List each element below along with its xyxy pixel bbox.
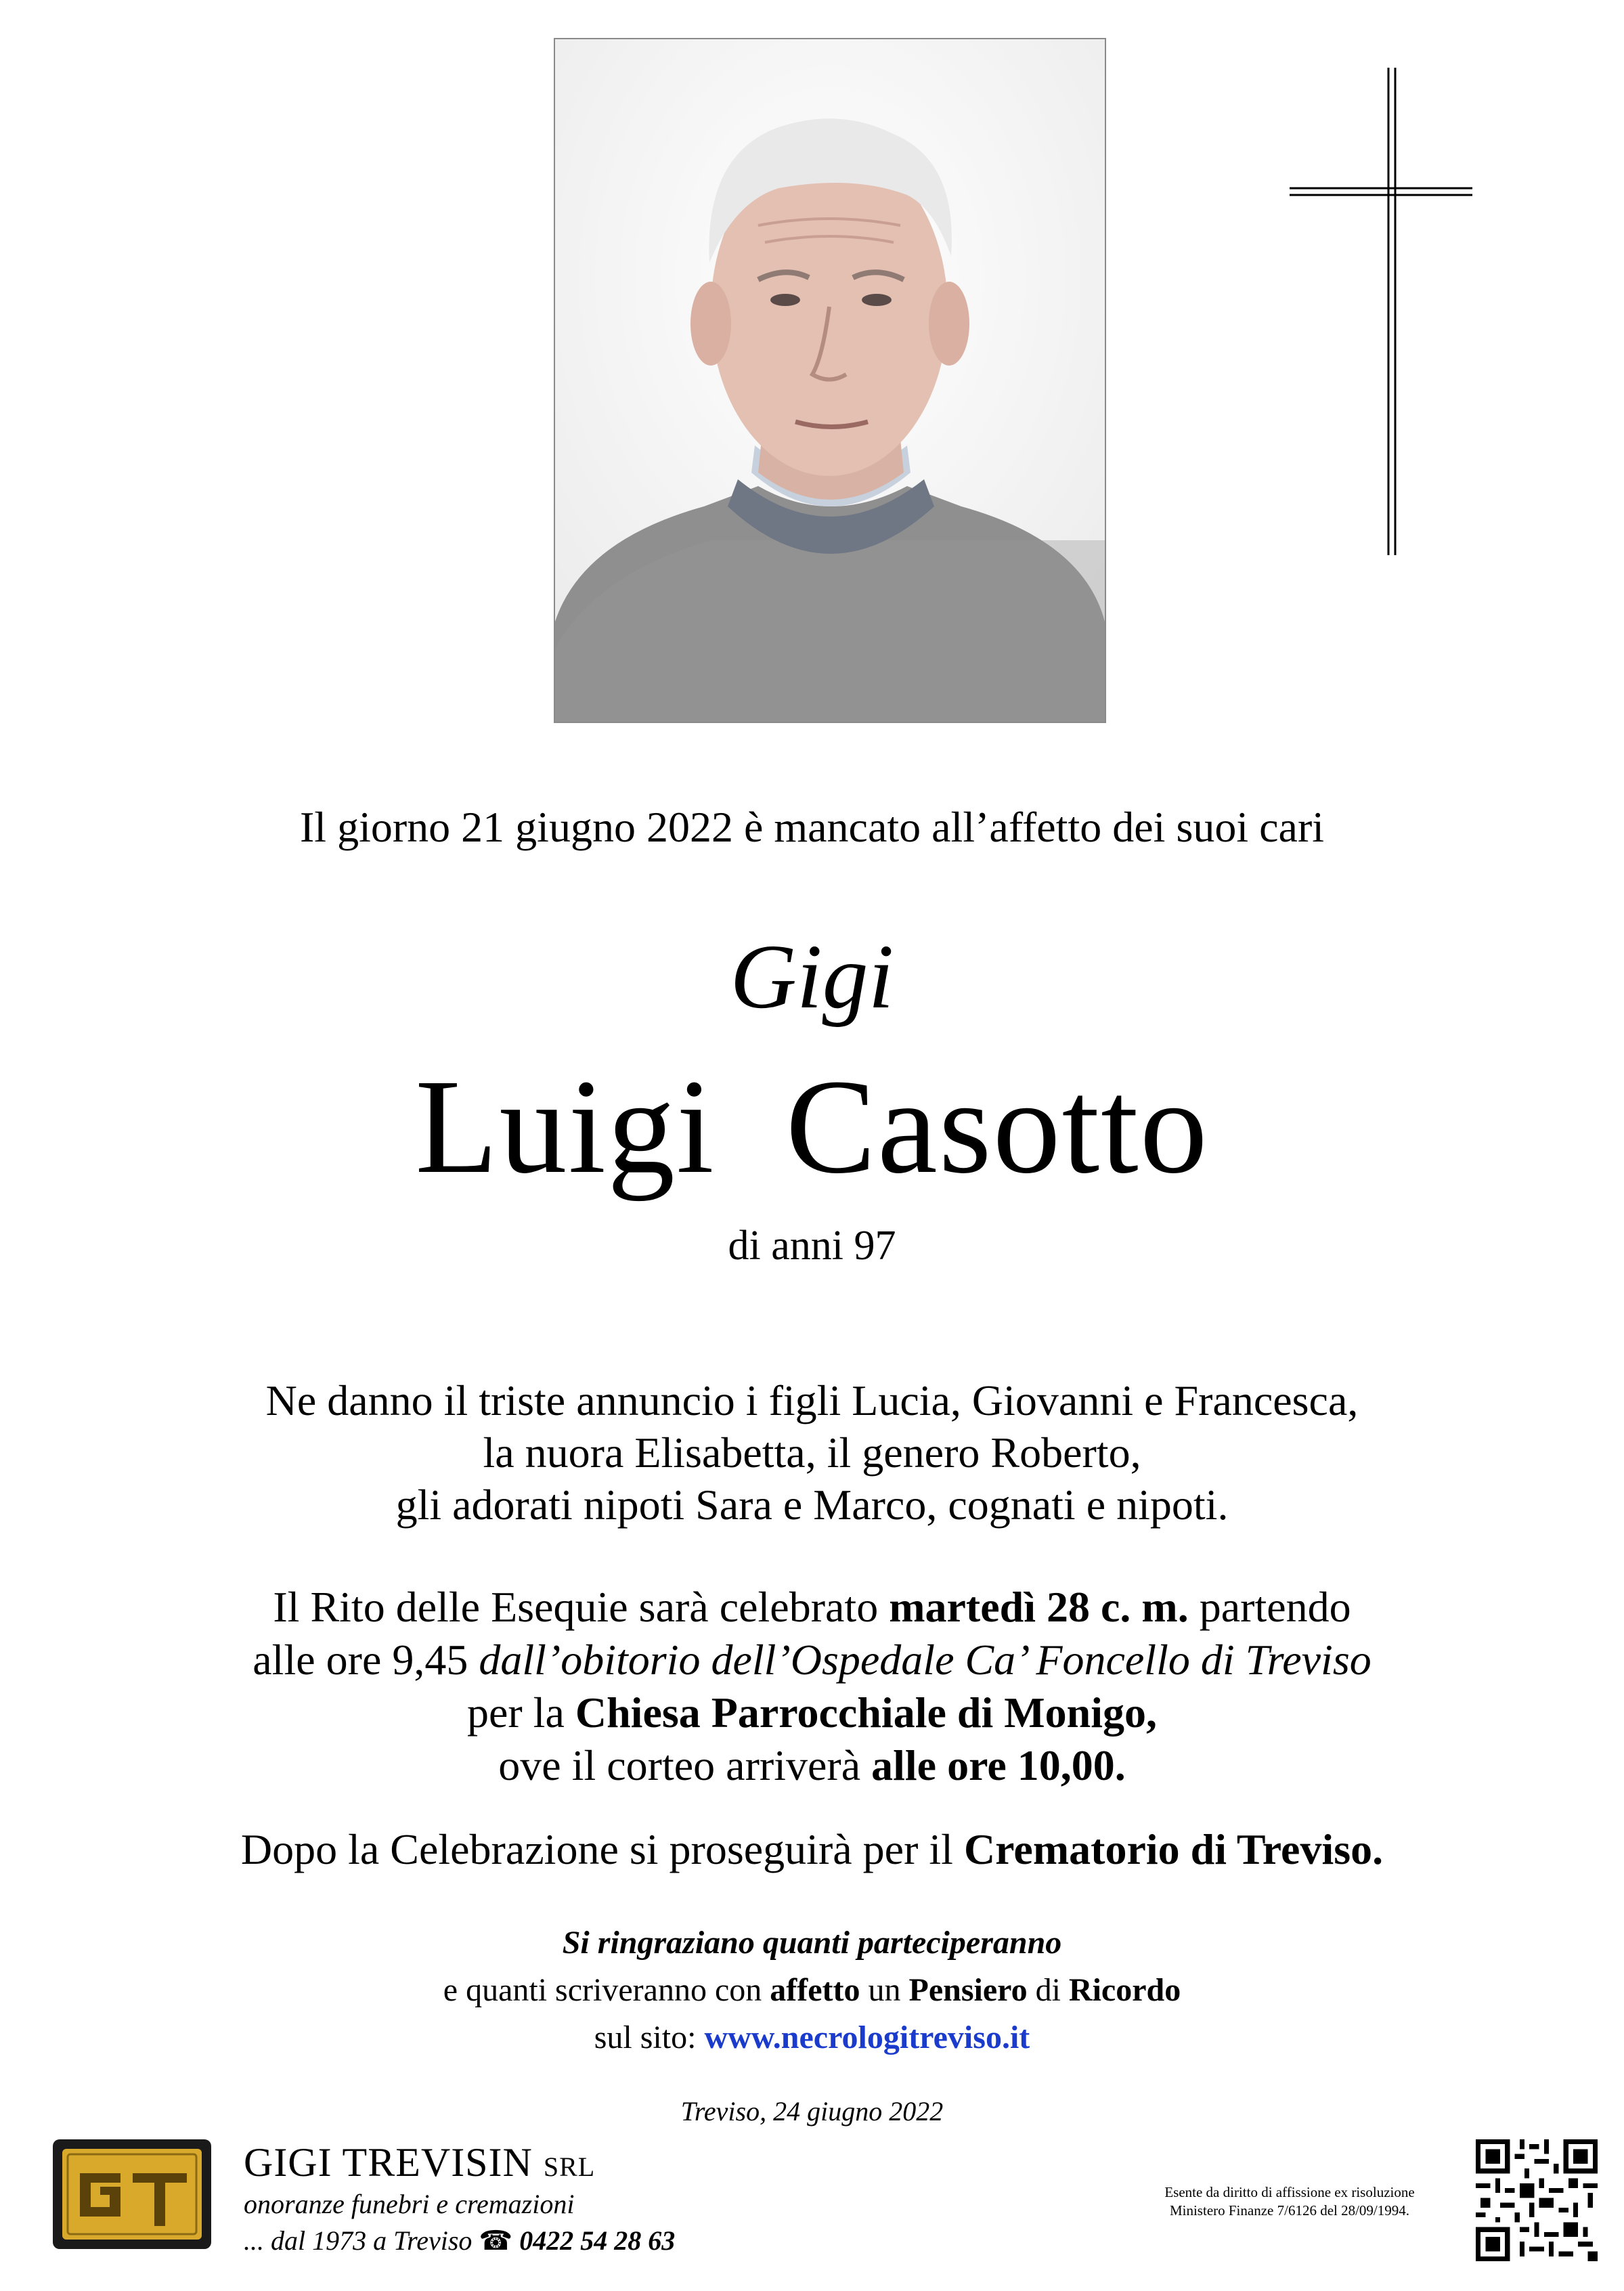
thanks-line: Si ringraziano quanti parteciperanno: [562, 1925, 1062, 1961]
rites-line: per la Chiesa Parrocchiale di Monigo,: [466, 1688, 1158, 1737]
phone-number[interactable]: 0422 54 28 63: [519, 2225, 676, 2256]
thanks-block: [0, 1919, 1624, 2061]
portrait-illustration: [555, 39, 1105, 722]
announcement-line: gli adorati nipoti Sara e Marco, cognati e nipoti.: [395, 1481, 1229, 1529]
arrival-time: alle ore 10,00.: [871, 1741, 1126, 1789]
deceased-age: di anni 97: [728, 1223, 896, 1269]
crematorium-name: Crematorio di Treviso.: [963, 1825, 1384, 1873]
deceased-nickname: Gigi: [730, 926, 894, 1028]
rites-line: Il Rito delle Esequie sarà celebrato martedì 28 c. m. partendo: [273, 1583, 1351, 1631]
website-link[interactable]: www.necrologitreviso.it: [704, 2020, 1030, 2055]
rites-line: ove il corteo arriverà alle ore 10,00.: [498, 1741, 1126, 1789]
after-ceremony-line: Dopo la Celebrazione si proseguirà per il Crematorio di Treviso.: [240, 1825, 1384, 1873]
thanks-line: sul sito: www.necrologitreviso.it: [594, 2020, 1030, 2055]
church-name: Chiesa Parrocchiale di Monigo,: [575, 1688, 1158, 1737]
deceased-portrait: [554, 38, 1106, 723]
place-and-date: Treviso, 24 giugno 2022: [680, 2096, 944, 2126]
company-name: GIGI TREVISIN SRL: [244, 2140, 596, 2185]
phone-icon: ☎: [479, 2225, 513, 2256]
cross-icon: [1290, 68, 1493, 555]
funeral-rites-details: [0, 1581, 1624, 1792]
departure-place: dall’obitorio dell’Ospedale Ca’ Foncello di Treviso: [479, 1636, 1371, 1684]
death-announcement-intro: Il giorno 21 giugno 2022 è mancato all’affetto dei suoi cari: [299, 803, 1325, 851]
rites-line: alle ore 9,45 dall’obitorio dell’Ospedale Ca’ Foncello di Treviso: [253, 1636, 1371, 1684]
thanks-line: e quanti scriveranno con affetto un Pensiero di Ricordo: [443, 1972, 1181, 2008]
deceased-full-name: Luigi Casotto: [415, 1052, 1209, 1202]
funeral-date: martedì 28 c. m.: [889, 1583, 1189, 1631]
family-announcement: [0, 1374, 1624, 1531]
announcement-line: Ne danno il triste annuncio i figli Lucia, Giovanni e Francesca,: [265, 1376, 1359, 1424]
announcement-line: la nuora Elisabetta, il genero Roberto,: [483, 1428, 1141, 1477]
qr-code-icon[interactable]: [1476, 2139, 1598, 2261]
company-since-and-phone: ... dal 1973 a Treviso ☎ 0422 54 28 63: [244, 2225, 676, 2256]
company-info: [244, 2139, 675, 2259]
company-logo: [53, 2139, 211, 2249]
tax-exemption-note: Esente da diritto di affissione ex risoluzione Ministero Finanze 7/6126 del 28/09/1994.: [1164, 2184, 1415, 2219]
company-tagline: onoranze funebri e cremazioni: [244, 2189, 575, 2219]
company-logo-graphic: [53, 2139, 211, 2249]
